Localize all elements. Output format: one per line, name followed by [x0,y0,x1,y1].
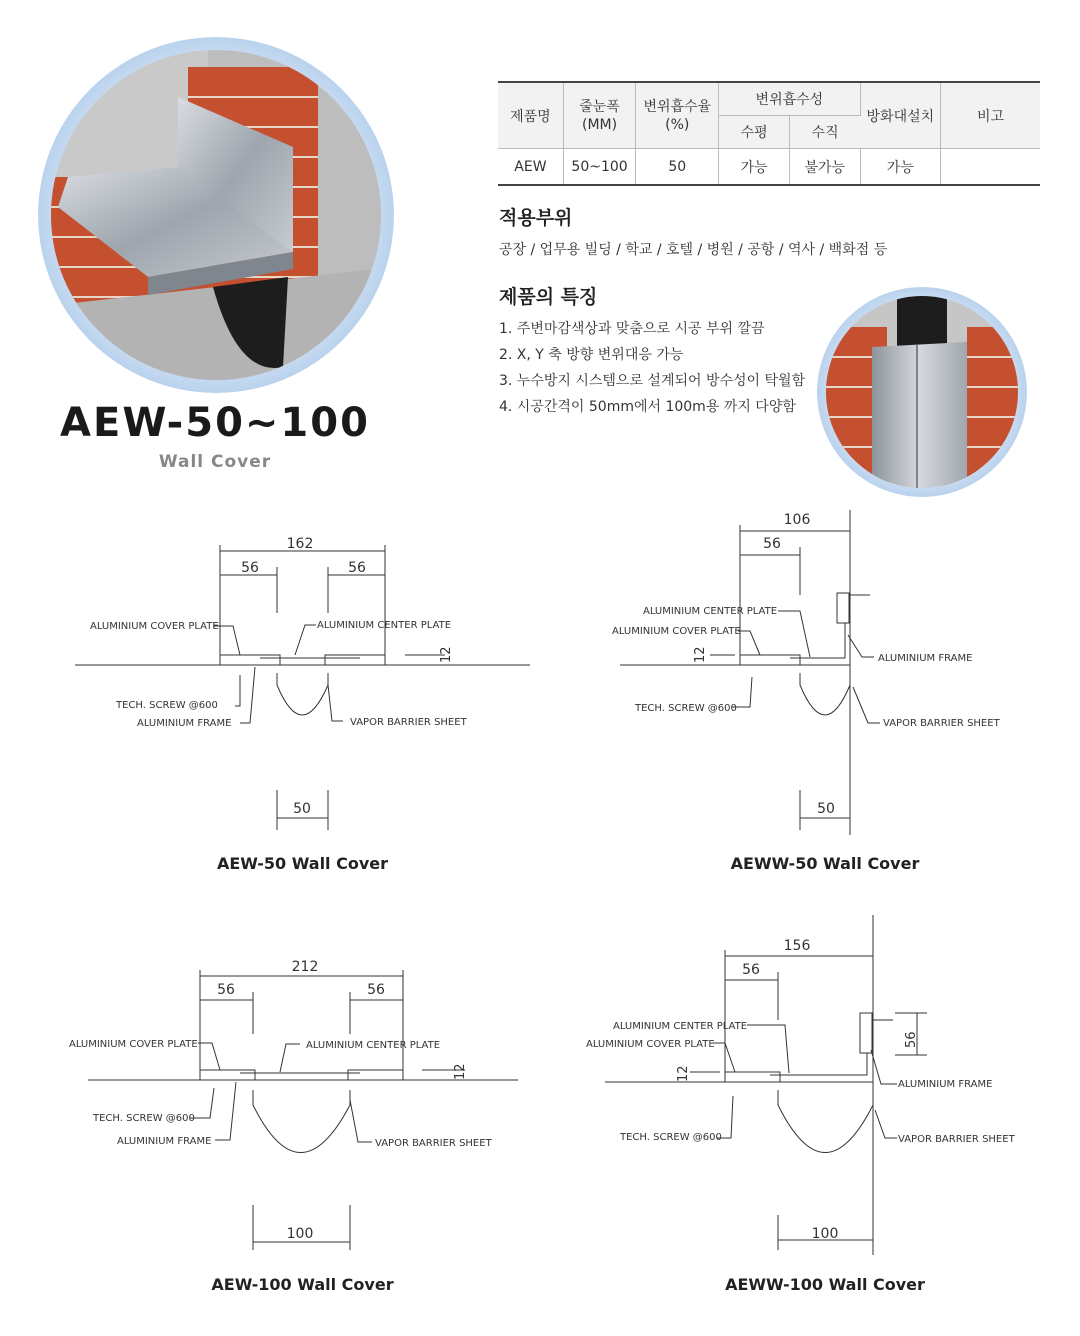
dim-thick: 12 [453,1063,468,1080]
dim-total: 162 [286,536,314,552]
feature-item-3: 3. 누수방지 시스템으로 설계되어 방수성이 탁월함 [499,373,806,389]
label-screw: TECH. SCREW @600 [116,700,218,711]
dim-gap: 50 [817,801,835,817]
drawing-aeww100 [575,910,1035,1260]
caption-aeww50: AEWW-50 Wall Cover [730,854,920,873]
dim-right: 56 [348,560,366,576]
td-width: 50~100 [563,149,635,186]
th-width: 줄눈폭 (MM) [563,82,635,149]
dim-thick: 12 [676,1065,691,1082]
label-cover: ALUMINIUM COVER PLATE [69,1039,198,1050]
th-horizontal: 수평 [719,116,790,149]
dim-thick: 12 [439,646,454,663]
dim-total: 156 [783,938,811,954]
product-photo-large [38,37,394,393]
dim-left: 56 [241,560,259,576]
label-frame: ALUMINIUM FRAME [137,718,232,729]
label-center: ALUMINIUM CENTER PLATE [306,1040,441,1051]
dim-left: 56 [742,962,760,978]
td-vertical: 불가능 [790,149,860,186]
caption-aew50: AEW-50 Wall Cover [216,854,389,873]
label-screw: TECH. SCREW @600 [93,1113,195,1124]
label-cover: ALUMINIUM COVER PLATE [90,621,219,632]
label-frame: ALUMINIUM FRAME [898,1079,993,1090]
dim-thick: 12 [693,646,708,663]
spec-table [498,81,1040,186]
drawing-aeww50 [600,505,1020,835]
td-horizontal: 가능 [719,149,790,186]
application-text: 공장 / 업무용 빌딩 / 학교 / 호텔 / 병원 / 공항 / 역사 / 백화점 등 [499,242,888,258]
th-absorb: 변위흡수성 [719,82,860,116]
caption-aeww100: AEWW-100 Wall Cover [725,1275,925,1294]
label-vapor: VAPOR BARRIER SHEET [375,1138,492,1149]
drawing-aew50 [60,505,540,835]
label-center: ALUMINIUM CENTER PLATE [613,1021,748,1032]
label-screw: TECH. SCREW @600 [620,1132,722,1143]
label-frame: ALUMINIUM FRAME [117,1136,212,1147]
caption-aew100: AEW-100 Wall Cover [211,1275,394,1294]
dim-total: 106 [783,512,811,528]
th-rate: 변위흡수율 (%) [636,82,719,149]
label-cover: ALUMINIUM COVER PLATE [586,1039,715,1050]
product-photo-small [817,287,1027,497]
dim-gap: 100 [286,1226,314,1242]
feature-item-2: 2. X, Y 축 방향 변위대응 가능 [499,347,684,363]
td-note [941,149,1040,186]
drawing-aew100 [60,930,540,1260]
feature-item-1: 1. 주변마감색상과 맞춤으로 시공 부위 깔끔 [499,321,765,337]
dim-total: 212 [291,959,319,975]
dim-left: 56 [763,536,781,552]
label-center: ALUMINIUM CENTER PLATE [317,620,452,631]
dim-side: 56 [904,1031,919,1048]
label-frame: ALUMINIUM FRAME [878,653,973,664]
product-subtitle: Wall Cover [158,452,272,472]
label-vapor: VAPOR BARRIER SHEET [350,717,467,728]
th-name: 제품명 [498,82,563,149]
td-fire: 가능 [860,149,941,186]
dim-left: 56 [217,982,235,998]
label-vapor: VAPOR BARRIER SHEET [898,1134,1015,1145]
dim-right: 56 [367,982,385,998]
td-name: AEW [498,149,563,186]
label-vapor: VAPOR BARRIER SHEET [883,718,1000,729]
td-rate: 50 [636,149,719,186]
th-fire: 방화대설치 [860,82,941,149]
label-center: ALUMINIUM CENTER PLATE [643,606,778,617]
application-heading: 적용부위 [499,207,573,229]
feature-item-4: 4. 시공간격이 50mm에서 100m용 까지 다양함 [499,399,796,415]
dim-gap: 50 [293,801,311,817]
label-screw: TECH. SCREW @600 [635,703,737,714]
features-heading: 제품의 특징 [499,286,598,308]
product-title: AEW-50~100 [60,400,370,446]
th-vertical: 수직 [790,116,860,149]
dim-gap: 100 [811,1226,839,1242]
label-cover: ALUMINIUM COVER PLATE [612,626,741,637]
th-note: 비고 [941,82,1040,149]
